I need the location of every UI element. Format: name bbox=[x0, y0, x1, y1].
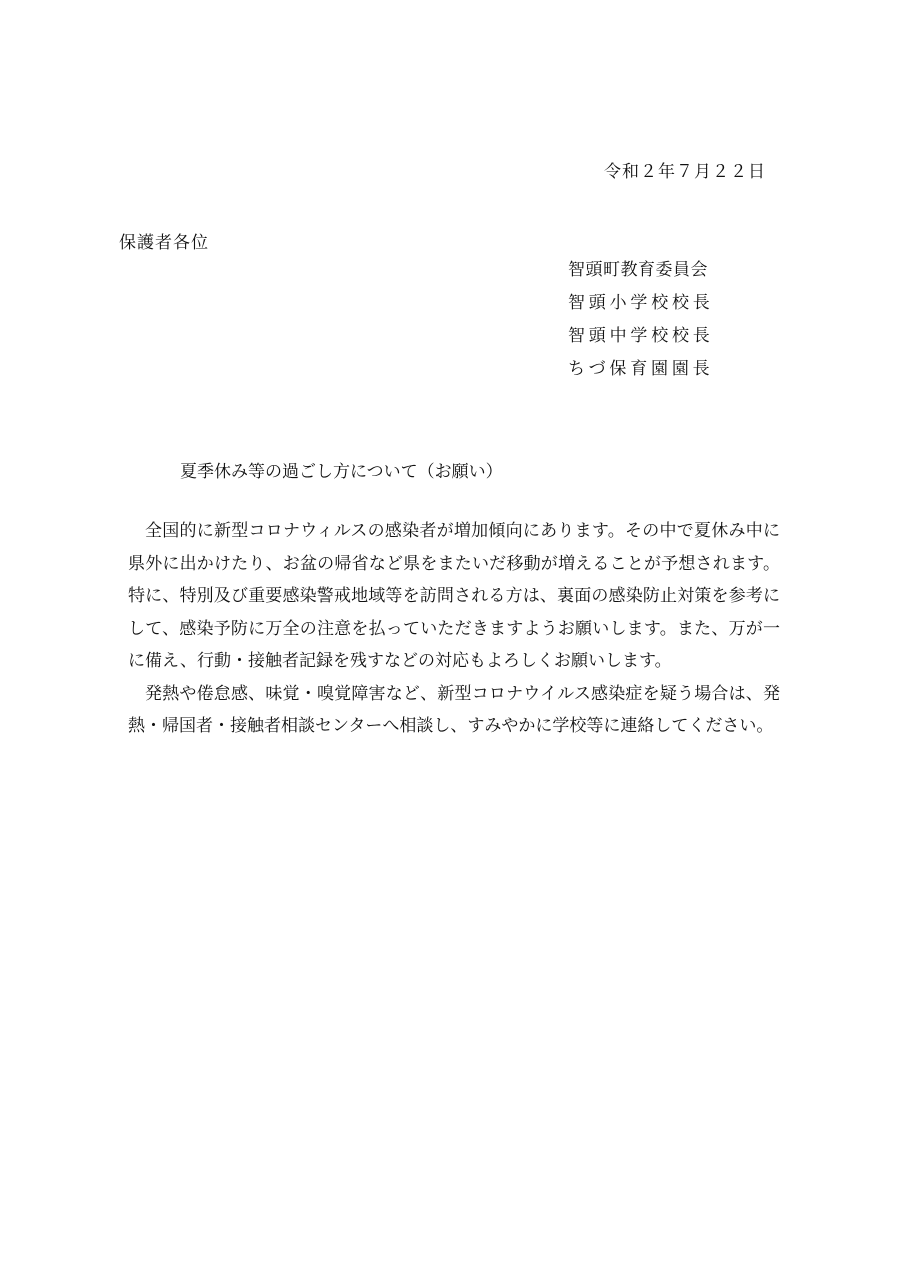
body-paragraph: 発熱や倦怠感、味覚・嗅覚障害など、新型コロナウイルス感染症を疑う場合は、発熱・帰国者・接触者相談センターへ相談し、すみやかに学校等に連絡してください。 bbox=[128, 683, 780, 736]
sender-block bbox=[568, 254, 714, 386]
body-paragraph: 全国的に新型コロナウィルスの感染者が増加傾向にあります。その中で夏休み中に県外に出かけたり、お盆の帰省など県をまたいだ移動が増えることが予想されます。特に、特別及び重要感染警戒地域等を訪問される方は、裏面の感染防止対策を参考にして、感染予防に万全の注意を払っていただきますようお願いします。また、万が一に備え、行動・接触者記録を残すなどの対応もよろしくお願いします。 bbox=[128, 521, 780, 671]
document-date: 令和２年７月２２日 bbox=[604, 162, 766, 182]
document-body bbox=[128, 515, 780, 743]
sender-nursery-director: ちづ保育園園長 bbox=[568, 359, 714, 379]
recipient-line: 保護者各位 bbox=[119, 233, 209, 253]
document-title: 夏季休み等の過ごし方について（お願い） bbox=[180, 462, 503, 482]
sender-board-of-education: 智頭町教育委員会 bbox=[568, 260, 708, 280]
sender-junior-high-principal: 智頭中学校校長 bbox=[568, 326, 714, 346]
sender-elementary-principal: 智頭小学校校長 bbox=[568, 293, 714, 313]
